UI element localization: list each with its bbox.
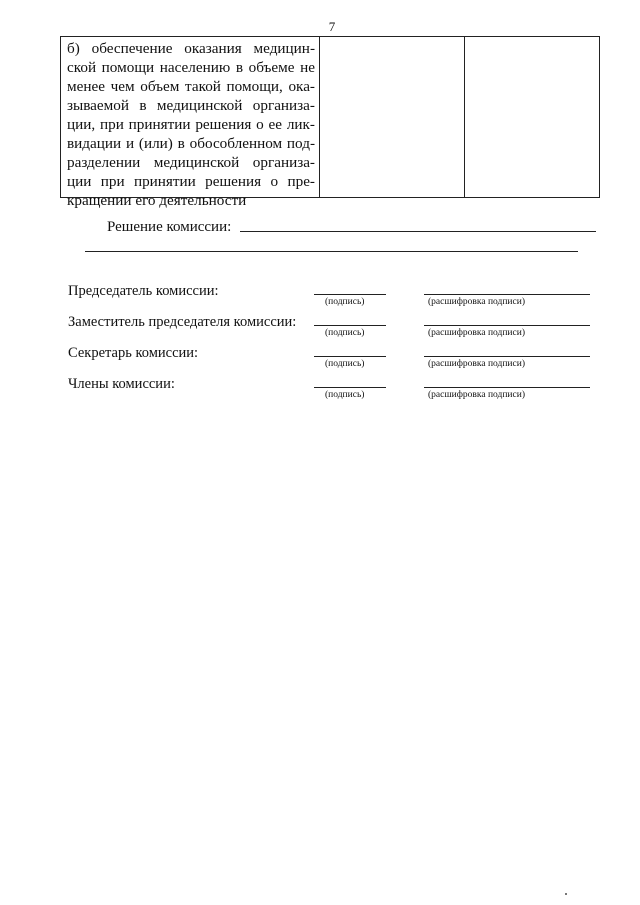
signature-caption: (подпись) <box>325 390 365 400</box>
table-column-divider <box>319 36 320 197</box>
decision-label: Решение комиссии: <box>107 219 232 235</box>
signature-row-secretary <box>68 345 608 377</box>
decoding-line <box>424 356 590 357</box>
role-label: Члены комиссии: <box>68 376 175 392</box>
cell-text-line: б) обеспечение оказания медицин- <box>67 40 315 57</box>
signature-row-members <box>68 376 608 408</box>
signature-caption: (подпись) <box>325 297 365 307</box>
cell-text-line: кращении его деятельности <box>67 192 247 209</box>
signature-line <box>314 325 386 326</box>
page-number: 7 <box>328 19 336 34</box>
cell-text-line: видации и (или) в обособленном под- <box>67 135 315 152</box>
cell-text-line: ции, при принятии решения о ее лик- <box>67 116 315 133</box>
scan-speck <box>565 893 567 895</box>
decoding-line <box>424 325 590 326</box>
criteria-table <box>60 36 600 209</box>
table-column-divider <box>464 36 465 197</box>
role-label: Заместитель председателя комиссии: <box>68 314 297 330</box>
decoding-line <box>424 387 590 388</box>
decoding-caption: (расшифровка подписи) <box>428 359 525 369</box>
cell-text-line: ции при принятии решения о пре- <box>67 173 315 190</box>
signature-line <box>314 387 386 388</box>
table-top-border <box>61 36 599 37</box>
signature-row-deputy <box>68 314 608 346</box>
signature-line <box>314 356 386 357</box>
decision-fill-line <box>240 231 596 232</box>
cell-text-line: менее чем объем такой помощи, ока- <box>67 78 315 95</box>
decision-fill-line <box>85 251 578 252</box>
decoding-caption: (расшифровка подписи) <box>428 297 525 307</box>
cell-text-line: зываемой в медицинской организа- <box>67 97 315 114</box>
criterion-cell-text <box>67 39 315 210</box>
signature-caption: (подпись) <box>325 328 365 338</box>
decoding-caption: (расшифровка подписи) <box>428 390 525 400</box>
role-label: Секретарь комиссии: <box>68 345 199 361</box>
cell-text-line: разделении медицинской организа- <box>67 154 315 171</box>
cell-text-line: ской помощи населению в объеме не <box>67 59 315 76</box>
role-label: Председатель комиссии: <box>68 283 219 299</box>
signature-line <box>314 294 386 295</box>
signature-row-chairman <box>68 283 608 315</box>
signature-caption: (подпись) <box>325 359 365 369</box>
decoding-caption: (расшифровка подписи) <box>428 328 525 338</box>
decoding-line <box>424 294 590 295</box>
